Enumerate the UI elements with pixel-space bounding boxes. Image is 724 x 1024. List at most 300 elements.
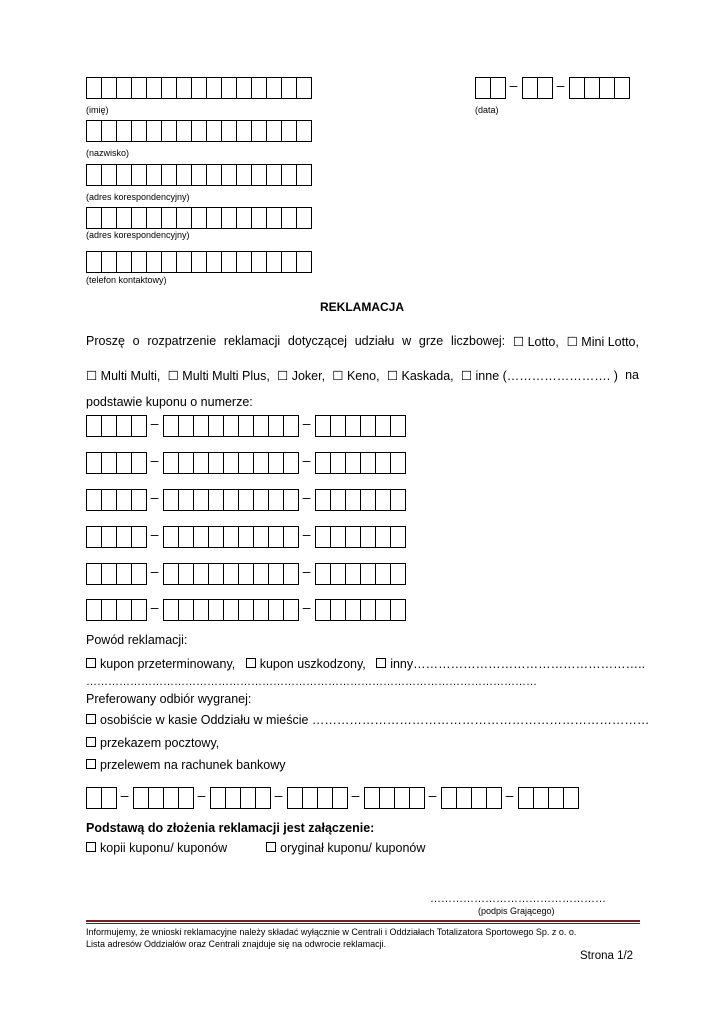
- intro-word[interactable]: ☐ Multi Multi,: [86, 369, 161, 383]
- input-cell[interactable]: [206, 120, 222, 142]
- input-cell[interactable]: [268, 526, 284, 548]
- input-cell[interactable]: [191, 120, 207, 142]
- input-cell[interactable]: [268, 563, 284, 585]
- input-cell[interactable]: [360, 415, 376, 437]
- input-cell[interactable]: [131, 164, 147, 186]
- bank-account-boxes[interactable]: [86, 787, 578, 809]
- intro-word[interactable]: ☐ Lotto,: [512, 335, 559, 349]
- input-cell[interactable]: [86, 164, 102, 186]
- input-cell[interactable]: [345, 526, 361, 548]
- date-boxes[interactable]: [475, 77, 629, 99]
- transfer-checkbox[interactable]: [86, 759, 96, 769]
- input-cell[interactable]: [101, 164, 117, 186]
- input-cell[interactable]: [161, 77, 177, 99]
- input-cell[interactable]: [283, 489, 299, 511]
- input-cell[interactable]: [330, 526, 346, 548]
- input-cell[interactable]: [101, 599, 117, 621]
- input-cell[interactable]: [101, 120, 117, 142]
- address1-boxes[interactable]: [86, 164, 311, 186]
- input-cell[interactable]: [330, 415, 346, 437]
- input-cell[interactable]: [375, 563, 391, 585]
- intro-word: w: [402, 334, 412, 348]
- intro-word: udziału: [354, 334, 395, 348]
- collection-branch: [86, 713, 649, 727]
- input-cell[interactable]: [116, 599, 132, 621]
- input-cell[interactable]: [161, 120, 177, 142]
- input-cell[interactable]: [614, 77, 630, 99]
- separator-dash: –: [274, 787, 283, 803]
- input-cell[interactable]: [101, 787, 117, 809]
- footer-notice-2: Lista adresów Oddziałów oraz Centrali znajduje się na odwrocie reklamacji.: [86, 939, 387, 949]
- input-cell[interactable]: [178, 415, 194, 437]
- input-cell[interactable]: [116, 251, 132, 273]
- input-cell[interactable]: [176, 77, 192, 99]
- input-cell[interactable]: [86, 787, 102, 809]
- separator-dash: –: [302, 563, 311, 579]
- input-cell[interactable]: [281, 207, 297, 229]
- input-cell[interactable]: [236, 77, 252, 99]
- input-cell[interactable]: [101, 251, 117, 273]
- input-cell[interactable]: [330, 599, 346, 621]
- input-cell[interactable]: [441, 787, 457, 809]
- input-cell[interactable]: [133, 787, 149, 809]
- input-cell[interactable]: [315, 563, 331, 585]
- input-cell[interactable]: [283, 563, 299, 585]
- input-cell[interactable]: [116, 452, 132, 474]
- input-cell[interactable]: [518, 787, 534, 809]
- input-cell[interactable]: [163, 599, 179, 621]
- input-cell[interactable]: [176, 207, 192, 229]
- input-cell[interactable]: [146, 120, 162, 142]
- input-cell[interactable]: [379, 787, 395, 809]
- input-cell[interactable]: [210, 787, 226, 809]
- input-cell[interactable]: [360, 489, 376, 511]
- input-cell[interactable]: [302, 787, 318, 809]
- input-cell[interactable]: [116, 489, 132, 511]
- input-cell[interactable]: [283, 599, 299, 621]
- input-cell[interactable]: [283, 415, 299, 437]
- input-cell[interactable]: [193, 489, 209, 511]
- input-cell[interactable]: [223, 599, 239, 621]
- input-cell[interactable]: [253, 489, 269, 511]
- input-cell[interactable]: [131, 120, 147, 142]
- input-cell[interactable]: [86, 563, 102, 585]
- input-cell[interactable]: [101, 415, 117, 437]
- input-cell[interactable]: [176, 164, 192, 186]
- input-cell[interactable]: [206, 77, 222, 99]
- address1-caption: (adres korespondencyjny): [86, 192, 190, 202]
- branch-checkbox[interactable]: [86, 714, 96, 724]
- input-cell[interactable]: [101, 526, 117, 548]
- original-checkbox[interactable]: [266, 842, 276, 852]
- input-cell[interactable]: [86, 452, 102, 474]
- input-cell[interactable]: [375, 415, 391, 437]
- separator-dash: –: [150, 526, 159, 542]
- input-cell[interactable]: [191, 164, 207, 186]
- input-cell[interactable]: [131, 526, 147, 548]
- input-cell[interactable]: [178, 489, 194, 511]
- input-cell[interactable]: [191, 77, 207, 99]
- input-cell[interactable]: [146, 207, 162, 229]
- input-cell[interactable]: [193, 599, 209, 621]
- input-cell[interactable]: [238, 563, 254, 585]
- input-cell[interactable]: [390, 526, 406, 548]
- input-cell[interactable]: [253, 563, 269, 585]
- intro-word: dotyczącej: [287, 334, 347, 348]
- input-cell[interactable]: [101, 489, 117, 511]
- input-cell[interactable]: [131, 563, 147, 585]
- input-cell[interactable]: [281, 251, 297, 273]
- input-cell[interactable]: [163, 415, 179, 437]
- input-cell[interactable]: [86, 251, 102, 273]
- reason-dots-line[interactable]: ……………………………………………………………………………………………………………: [86, 676, 537, 688]
- input-cell[interactable]: [131, 77, 147, 99]
- last-name-caption: (nazwisko): [86, 148, 130, 158]
- input-cell[interactable]: [163, 563, 179, 585]
- input-cell[interactable]: [360, 526, 376, 548]
- input-cell[interactable]: [330, 563, 346, 585]
- input-cell[interactable]: [221, 207, 237, 229]
- reason-options: [86, 657, 645, 671]
- input-cell[interactable]: [266, 207, 282, 229]
- input-cell[interactable]: [236, 251, 252, 273]
- first-name-boxes[interactable]: [86, 77, 311, 99]
- intro-word[interactable]: ☐ Kaskada,: [386, 369, 454, 383]
- input-cell[interactable]: [223, 489, 239, 511]
- input-cell[interactable]: [375, 526, 391, 548]
- input-cell[interactable]: [296, 164, 312, 186]
- separator-dash: –: [302, 415, 311, 431]
- input-cell[interactable]: [251, 164, 267, 186]
- input-cell[interactable]: [178, 787, 194, 809]
- reason-label: Powód reklamacji:: [86, 633, 188, 647]
- input-cell[interactable]: [236, 207, 252, 229]
- input-cell[interactable]: [236, 120, 252, 142]
- branch-label: osobiście w kasie Oddziału w mieście ………………………………………………………………………: [100, 713, 650, 727]
- coupon-number-boxes[interactable]: [86, 599, 405, 621]
- page-number: Strona 1/2: [580, 950, 634, 962]
- input-cell[interactable]: [208, 563, 224, 585]
- input-cell[interactable]: [208, 415, 224, 437]
- input-cell[interactable]: [206, 164, 222, 186]
- input-cell[interactable]: [296, 251, 312, 273]
- input-cell[interactable]: [315, 526, 331, 548]
- input-cell[interactable]: [360, 452, 376, 474]
- input-cell[interactable]: [390, 415, 406, 437]
- input-cell[interactable]: [86, 207, 102, 229]
- input-cell[interactable]: [456, 787, 472, 809]
- input-cell[interactable]: [206, 251, 222, 273]
- input-cell[interactable]: [238, 526, 254, 548]
- input-cell[interactable]: [161, 164, 177, 186]
- input-cell[interactable]: [101, 77, 117, 99]
- input-cell[interactable]: [281, 120, 297, 142]
- input-cell[interactable]: [131, 599, 147, 621]
- intro-word[interactable]: ☐ Joker,: [277, 369, 326, 383]
- input-cell[interactable]: [236, 164, 252, 186]
- input-cell[interactable]: [471, 787, 487, 809]
- separator-dash: –: [302, 599, 311, 615]
- input-cell[interactable]: [221, 120, 237, 142]
- input-cell[interactable]: [330, 452, 346, 474]
- input-cell[interactable]: [345, 563, 361, 585]
- input-cell[interactable]: [101, 563, 117, 585]
- input-cell[interactable]: [86, 526, 102, 548]
- input-cell[interactable]: [191, 251, 207, 273]
- input-cell[interactable]: [208, 526, 224, 548]
- input-cell[interactable]: [296, 120, 312, 142]
- intro-word[interactable]: ☐ Multi Multi Plus,: [167, 369, 270, 383]
- input-cell[interactable]: [315, 599, 331, 621]
- input-cell[interactable]: [287, 787, 303, 809]
- input-cell[interactable]: [208, 489, 224, 511]
- input-cell[interactable]: [296, 207, 312, 229]
- signature-dots[interactable]: …………………………………………: [430, 893, 606, 905]
- date-caption: (data): [475, 105, 499, 115]
- postal-checkbox[interactable]: [86, 737, 96, 747]
- intro-word: na: [625, 368, 639, 382]
- input-cell[interactable]: [315, 415, 331, 437]
- input-cell[interactable]: [390, 563, 406, 585]
- input-cell[interactable]: [178, 563, 194, 585]
- separator-dash: –: [150, 599, 159, 615]
- input-cell[interactable]: [131, 452, 147, 474]
- input-cell[interactable]: [223, 415, 239, 437]
- input-cell[interactable]: [283, 526, 299, 548]
- input-cell[interactable]: [268, 452, 284, 474]
- input-cell[interactable]: [375, 489, 391, 511]
- input-cell[interactable]: [548, 787, 564, 809]
- separator-dash: –: [302, 526, 311, 542]
- separator-dash: –: [150, 415, 159, 431]
- intro-word[interactable]: ☐ Keno,: [332, 369, 380, 383]
- input-cell[interactable]: [161, 207, 177, 229]
- input-cell[interactable]: [253, 526, 269, 548]
- separator-dash: –: [351, 787, 360, 803]
- input-cell[interactable]: [116, 415, 132, 437]
- input-cell[interactable]: [283, 452, 299, 474]
- footer-notice-1: Informujemy, że wnioski reklamacyjne należy składać wyłącznie w Centrali i Oddziałach Totalizatora Sportowego Sp. z o. o.: [86, 927, 577, 937]
- input-cell[interactable]: [116, 77, 132, 99]
- input-cell[interactable]: [251, 251, 267, 273]
- input-cell[interactable]: [206, 207, 222, 229]
- input-cell[interactable]: [390, 599, 406, 621]
- attachment-label: Podstawą do złożenia reklamacji jest załączenie:: [86, 821, 375, 835]
- input-cell[interactable]: [253, 599, 269, 621]
- input-cell[interactable]: [223, 526, 239, 548]
- input-cell[interactable]: [364, 787, 380, 809]
- input-cell[interactable]: [238, 489, 254, 511]
- intro-word: Proszę: [86, 334, 125, 348]
- input-cell[interactable]: [569, 77, 585, 99]
- coupon-number-boxes[interactable]: [86, 415, 405, 437]
- input-cell[interactable]: [116, 563, 132, 585]
- input-cell[interactable]: [268, 415, 284, 437]
- input-cell[interactable]: [178, 599, 194, 621]
- input-cell[interactable]: [584, 77, 600, 99]
- coupon-number-boxes[interactable]: [86, 526, 405, 548]
- input-cell[interactable]: [146, 164, 162, 186]
- separator-dash: –: [556, 77, 565, 93]
- input-cell[interactable]: [251, 77, 267, 99]
- original-label: oryginał kuponu/ kuponów: [280, 841, 426, 855]
- input-cell[interactable]: [223, 563, 239, 585]
- expired-checkbox[interactable]: [86, 658, 96, 668]
- input-cell[interactable]: [116, 120, 132, 142]
- input-cell[interactable]: [317, 787, 333, 809]
- collection-transfer: [86, 758, 286, 772]
- input-cell[interactable]: [533, 787, 549, 809]
- input-cell[interactable]: [221, 77, 237, 99]
- input-cell[interactable]: [296, 77, 312, 99]
- input-cell[interactable]: [253, 415, 269, 437]
- input-cell[interactable]: [409, 787, 425, 809]
- input-cell[interactable]: [131, 489, 147, 511]
- input-cell[interactable]: [146, 77, 162, 99]
- input-cell[interactable]: [332, 787, 348, 809]
- input-cell[interactable]: [360, 563, 376, 585]
- intro-line-2: [86, 368, 639, 383]
- input-cell[interactable]: [390, 452, 406, 474]
- intro-word: reklamacji: [223, 334, 281, 348]
- footer-rule-thin: [86, 923, 640, 924]
- input-cell[interactable]: [221, 251, 237, 273]
- signature-caption: (podpis Grającego): [478, 906, 555, 916]
- separator-dash: –: [428, 787, 437, 803]
- form-title: REKLAMACJA: [320, 300, 404, 314]
- input-cell[interactable]: [178, 452, 194, 474]
- input-cell[interactable]: [238, 415, 254, 437]
- input-cell[interactable]: [116, 164, 132, 186]
- input-cell[interactable]: [330, 489, 346, 511]
- input-cell[interactable]: [475, 77, 491, 99]
- input-cell[interactable]: [223, 452, 239, 474]
- separator-dash: –: [120, 787, 129, 803]
- input-cell[interactable]: [345, 415, 361, 437]
- input-cell[interactable]: [163, 787, 179, 809]
- phone-boxes[interactable]: [86, 251, 311, 273]
- input-cell[interactable]: [193, 563, 209, 585]
- address2-boxes[interactable]: [86, 207, 311, 229]
- input-cell[interactable]: [131, 251, 147, 273]
- input-cell[interactable]: [375, 452, 391, 474]
- input-cell[interactable]: [86, 415, 102, 437]
- input-cell[interactable]: [86, 489, 102, 511]
- input-cell[interactable]: [345, 489, 361, 511]
- other-reason-checkbox[interactable]: [376, 658, 386, 668]
- input-cell[interactable]: [268, 489, 284, 511]
- input-cell[interactable]: [266, 164, 282, 186]
- input-cell[interactable]: [315, 452, 331, 474]
- last-name-boxes[interactable]: [86, 120, 311, 142]
- input-cell[interactable]: [281, 164, 297, 186]
- separator-dash: –: [509, 77, 518, 93]
- input-cell[interactable]: [375, 599, 391, 621]
- input-cell[interactable]: [148, 787, 164, 809]
- input-cell[interactable]: [486, 787, 502, 809]
- input-cell[interactable]: [116, 526, 132, 548]
- input-cell[interactable]: [86, 120, 102, 142]
- input-cell[interactable]: [146, 251, 162, 273]
- input-cell[interactable]: [86, 599, 102, 621]
- input-cell[interactable]: [176, 251, 192, 273]
- input-cell[interactable]: [251, 207, 267, 229]
- phone-caption: (telefon kontaktowy): [86, 275, 167, 285]
- input-cell[interactable]: [255, 787, 271, 809]
- intro-word[interactable]: ☐ inne (……………………. ): [460, 369, 618, 383]
- input-cell[interactable]: [208, 599, 224, 621]
- copy-checkbox[interactable]: [86, 842, 96, 852]
- input-cell[interactable]: [490, 77, 506, 99]
- input-cell[interactable]: [193, 526, 209, 548]
- damaged-checkbox[interactable]: [246, 658, 256, 668]
- coupon-number-boxes[interactable]: [86, 563, 405, 585]
- input-cell[interactable]: [394, 787, 410, 809]
- input-cell[interactable]: [191, 207, 207, 229]
- intro-line-1: [86, 334, 639, 349]
- input-cell[interactable]: [101, 452, 117, 474]
- input-cell[interactable]: [178, 526, 194, 548]
- input-cell[interactable]: [193, 415, 209, 437]
- input-cell[interactable]: [208, 452, 224, 474]
- input-cell[interactable]: [266, 251, 282, 273]
- input-cell[interactable]: [345, 599, 361, 621]
- input-cell[interactable]: [86, 77, 102, 99]
- input-cell[interactable]: [240, 787, 256, 809]
- coupon-number-boxes[interactable]: [86, 489, 405, 511]
- input-cell[interactable]: [193, 452, 209, 474]
- input-cell[interactable]: [176, 120, 192, 142]
- input-cell[interactable]: [131, 207, 147, 229]
- input-cell[interactable]: [522, 77, 538, 99]
- input-cell[interactable]: [266, 77, 282, 99]
- input-cell[interactable]: [281, 77, 297, 99]
- separator-dash: –: [150, 452, 159, 468]
- input-cell[interactable]: [238, 599, 254, 621]
- intro-word: grze: [418, 334, 444, 348]
- input-cell[interactable]: [163, 489, 179, 511]
- input-cell[interactable]: [345, 452, 361, 474]
- address2-caption: (adres korespondencyjny): [86, 230, 190, 240]
- input-cell[interactable]: [221, 164, 237, 186]
- input-cell[interactable]: [390, 489, 406, 511]
- input-cell[interactable]: [238, 452, 254, 474]
- input-cell[interactable]: [163, 452, 179, 474]
- input-cell[interactable]: [161, 251, 177, 273]
- input-cell[interactable]: [116, 207, 132, 229]
- input-cell[interactable]: [315, 489, 331, 511]
- transfer-label: przelewem na rachunek bankowy: [100, 758, 286, 772]
- input-cell[interactable]: [360, 599, 376, 621]
- input-cell[interactable]: [266, 120, 282, 142]
- separator-dash: –: [302, 489, 311, 505]
- input-cell[interactable]: [563, 787, 579, 809]
- input-cell[interactable]: [537, 77, 553, 99]
- input-cell[interactable]: [253, 452, 269, 474]
- input-cell[interactable]: [599, 77, 615, 99]
- input-cell[interactable]: [163, 526, 179, 548]
- coupon-number-boxes[interactable]: [86, 452, 405, 474]
- damaged-label: kupon uszkodzony,: [259, 657, 366, 671]
- input-cell[interactable]: [251, 120, 267, 142]
- collection-postal: [86, 736, 219, 750]
- input-cell[interactable]: [101, 207, 117, 229]
- intro-word[interactable]: ☐ Mini Lotto,: [566, 335, 639, 349]
- input-cell[interactable]: [225, 787, 241, 809]
- separator-dash: –: [505, 787, 514, 803]
- input-cell[interactable]: [268, 599, 284, 621]
- input-cell[interactable]: [131, 415, 147, 437]
